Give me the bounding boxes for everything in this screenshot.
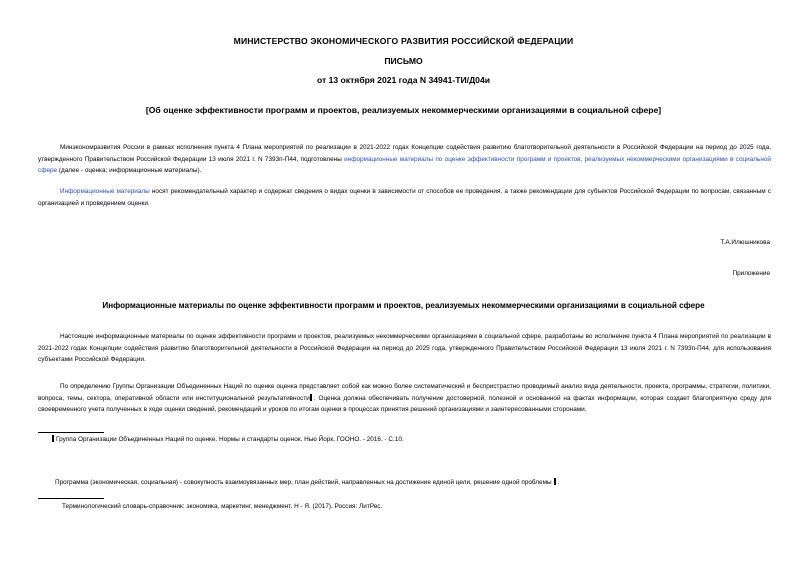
signature: Т.А.Илюшникова — [720, 239, 770, 246]
footnote-1-marker — [52, 435, 54, 442]
appendix-paragraph-3-text: Программа (экономическая, социальная) - совокупность взаимоувязанных мер, план действий, направленных на достижение единой цели, решение одной проблемы — [55, 479, 552, 486]
footnote-marker-2[interactable] — [554, 478, 556, 485]
info-materials-link-2[interactable]: Информационные материалы — [60, 188, 150, 195]
paragraph-2-text: носят рекомендательный характер и содержат сведения о видах оценки в зависимости от способов ее проведения, а также рекомендации для субъектов Российской Федерации по вопросам, связанным с организацией и проведением оценки. — [38, 188, 771, 207]
document-date-number: от 13 октября 2021 года N 34941-ТИ/Д04и — [316, 75, 491, 85]
paragraph-1-text-end: (далее - оценка; информационные материалы). — [57, 167, 202, 174]
footnote-2-text: Терминологический словарь-справочник: экономика, маркетинг, менеджмент. Н - Я. (2017). Россия: ЛитРес. — [62, 503, 383, 510]
appendix-paragraph-2 — [38, 381, 771, 416]
appendix-title: Информационные материалы по оценке эффективности программ и проектов, реализуемых некоммерческими организациями в социальной сфере — [102, 301, 705, 310]
document-subject: [Об оценке эффективности программ и проектов, реализуемых некоммерческими организациями в социальной сфере] — [145, 105, 662, 115]
letter-paragraph-1 — [38, 142, 771, 177]
appendix-paragraph-2-start: По определению Группы Организации Объединенных Наций по оценке оценка представляет собой как можно более систематический и беспристрастно проводимый анализ вида деятельности, проекта, программы, стратегии, политики, вопроса, темы, сектора, оперативной области или институциональной результативности — [38, 383, 771, 402]
appendix-paragraph-1 — [38, 331, 771, 366]
footnote-marker-1[interactable] — [310, 394, 312, 401]
ministry-heading: МИНИСТЕРСТВО ЭКОНОМИЧЕСКОГО РАЗВИТИЯ РОССИЙСКОЙ ФЕДЕРАЦИИ — [233, 36, 574, 46]
footnote-divider-2 — [38, 498, 104, 499]
letter-paragraph-2 — [38, 186, 771, 209]
footnote-1-text: Группа Организации Объединенных Наций по оценке. Нормы и стандарты оценок. Нью Йорк, ГООНО. - 2016. - С.10. — [56, 436, 404, 443]
paragraph-1-text-start: Минэкономразвития России в рамках исполнения пункта 4 Плана мероприятий по реализации в 2021-2022 годах Концепции содействия развитию благотворительной деятельности в Российской Федерации на период до 2025 года, утвержденного Правительством Российской Федерации 13 июля 2021 г. N 7393п-П44, подготовлены — [38, 144, 771, 163]
appendix-paragraph-3: Программа (экономическая, социальная) - совокупность взаимоувязанных мер, план действий, направленных на достижение единой цели, решение одной проблемы . — [55, 479, 560, 486]
info-materials-link[interactable]: информационные материалы по оценке эффективности программ и проектов, реализуемых некоммерческими организациями в социальной сфере — [38, 155, 771, 174]
footnote-divider-1 — [38, 432, 104, 433]
appendix-paragraph-2-end: . Оценка должна обеспечивать получение достоверной, полезной и основанной на фактах информации, которая создает благоприятную среду для своевременного учета полученных в ходе оценки сведений, рекомендаций и уроков по итогам оценки в процессах принятия решений организациями и заинтересованными сторонами. — [38, 394, 771, 413]
appendix-paragraph-1-text: Настоящие информационные материалы по оценке эффективности программ и проектов, реализуемых некоммерческими организациями в социальной сфере, разработаны во исполнение пункта 4 Плана мероприятий по реализации в 2021-2022 годах Концепции содействия развитию благотворительной деятельности в Российской Федерации на период до 2025 года, утвержденного Правительством Российской Федерации 13 июля 2021 г. N 7393п-П44, для использования субъектами Российской Федерации. — [38, 333, 771, 363]
footnote-1 — [52, 435, 404, 443]
document-type: ПИСЬМО — [384, 56, 423, 66]
footnote-2 — [62, 503, 382, 510]
appendix-label: Приложение — [732, 270, 770, 277]
